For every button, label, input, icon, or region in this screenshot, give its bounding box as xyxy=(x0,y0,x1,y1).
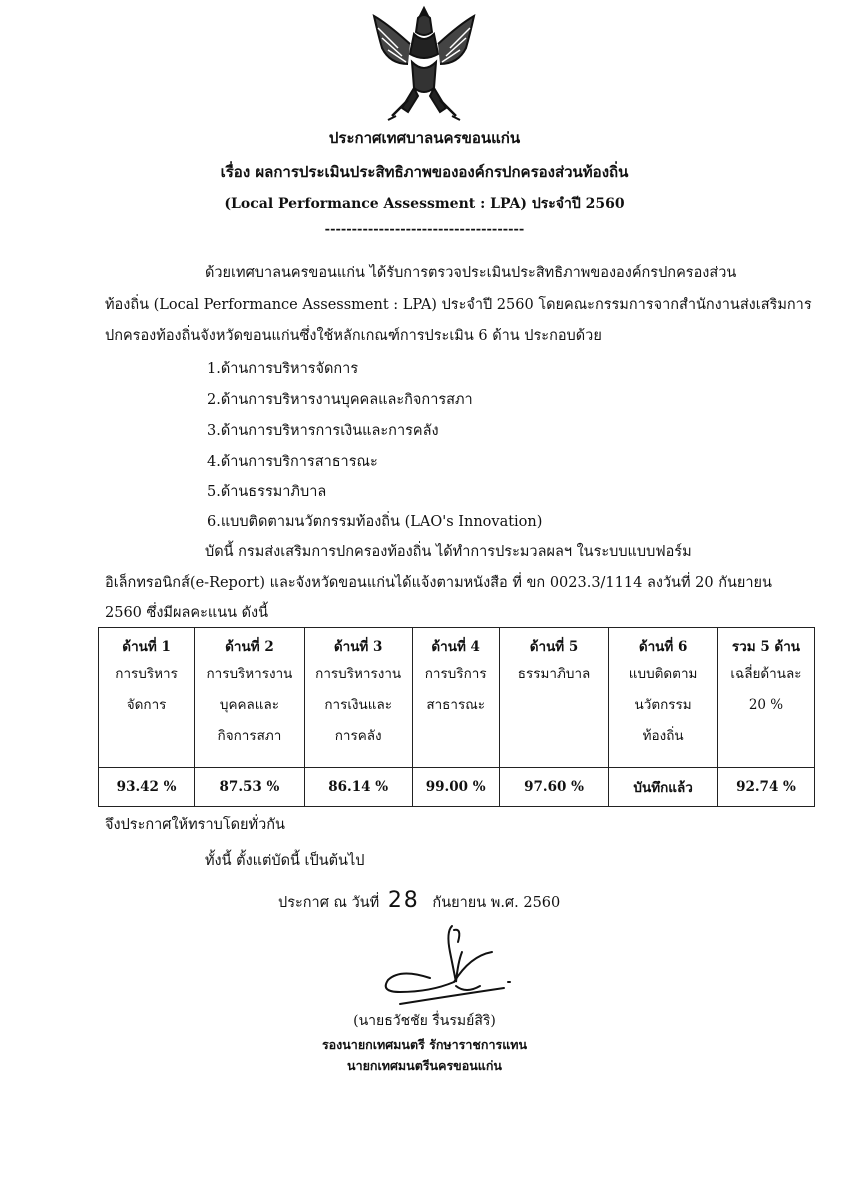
description-line: 20 % xyxy=(748,697,784,713)
signatory-title-1: รองนายกเทศมนตรี รักษาราชการแทน xyxy=(321,1037,528,1052)
criteria-item: 2.ด้านการบริหารงานบุคคลและกิจการสภา xyxy=(207,392,473,408)
description-line: การคลัง xyxy=(334,728,382,744)
announcement-date xyxy=(278,888,561,913)
description-line: บุคคลและ xyxy=(219,697,280,713)
paragraph-2-line-3: 2560 ซึ่งมีผลคะแนน ดังนี้ xyxy=(105,605,269,621)
paragraph-2-line-1: บัดนี้ กรมส่งเสริมการปกครองท้องถิ่น ได้ทำการประมวลผลฯ ในระบบแบบฟอร์ม xyxy=(205,544,692,560)
garuda-emblem xyxy=(368,4,480,122)
announcement-heading: ประกาศเทศบาลนครขอนแก่น xyxy=(328,129,521,147)
description-line: การบริหารงาน xyxy=(206,666,293,682)
description-line: ธรรมาภิบาล xyxy=(517,666,591,682)
signatory-title-2: นายกเทศมนตรีนครขอนแก่น xyxy=(347,1058,502,1073)
description-line: แบบติดตาม xyxy=(628,666,698,682)
description-line: การเงินและ xyxy=(324,697,392,713)
description-line: กิจการสภา xyxy=(217,728,282,744)
column-header: รวม 5 ด้าน xyxy=(717,628,814,660)
description-line: นวัตกรรม xyxy=(634,697,692,713)
score-value: 97.60 % xyxy=(499,768,609,807)
criteria-item: 5.ด้านธรรมาภิบาล xyxy=(207,484,327,500)
description-line: สาธารณะ xyxy=(426,697,485,713)
description-line: เฉลี่ยด้านละ xyxy=(730,666,802,682)
closing-line-1: จึงประกาศให้ทราบโดยทั่วกัน xyxy=(105,817,285,833)
paragraph-1-line-2: ท้องถิ่น (Local Performance Assessment : LPA) ประจำปี 2560 โดยคณะกรรมการจากสำนักงานส่งเสริมการ xyxy=(105,297,812,313)
announcement-subtitle: (Local Performance Assessment : LPA) ประจำปี 2560 xyxy=(224,196,625,212)
column-header: ด้านที่ 2 xyxy=(195,628,305,660)
criteria-item: 4.ด้านการบริการสาธารณะ xyxy=(207,454,378,470)
column-header: ด้านที่ 6 xyxy=(609,628,718,660)
criteria-item: 6.แบบติดตามนวัตกรรมท้องถิ่น (LAO's Innovation) xyxy=(207,514,543,530)
score-table-description-row xyxy=(99,659,815,768)
score-table-value-row xyxy=(99,768,815,807)
signatory-name: (นายธวัชชัย รื่นรมย์สิริ) xyxy=(353,1013,496,1029)
column-description xyxy=(717,659,814,768)
description-line: การบริหาร xyxy=(115,666,178,682)
score-value: 93.42 % xyxy=(99,768,195,807)
separator: ------------------------------------- xyxy=(324,222,525,237)
column-description xyxy=(99,659,195,768)
column-header: ด้านที่ 1 xyxy=(99,628,195,660)
score-value: 86.14 % xyxy=(304,768,412,807)
score-value: 87.53 % xyxy=(195,768,305,807)
column-header: ด้านที่ 5 xyxy=(499,628,609,660)
paragraph-1-line-1: ด้วยเทศบาลนครขอนแก่น ได้รับการตรวจประเมินประสิทธิภาพขององค์กรปกครองส่วน xyxy=(205,265,737,281)
date-prefix: ประกาศ ณ วันที่ xyxy=(278,895,380,911)
description-line: จัดการ xyxy=(126,697,167,713)
score-value: 92.74 % xyxy=(717,768,814,807)
description-line: การบริหารงาน xyxy=(315,666,402,682)
date-day-handwritten: 28 xyxy=(387,888,420,913)
date-suffix: กันยายน พ.ศ. 2560 xyxy=(432,895,561,911)
criteria-item: 1.ด้านการบริหารจัดการ xyxy=(207,361,359,377)
column-description xyxy=(195,659,305,768)
score-table-header-row xyxy=(99,628,815,660)
column-description xyxy=(412,659,499,768)
score-value: บันทึกแล้ว xyxy=(609,768,718,807)
announcement-subject: เรื่อง ผลการประเมินประสิทธิภาพขององค์กรปกครองส่วนท้องถิ่น xyxy=(220,163,629,181)
paragraph-2-line-2: อิเล็กทรอนิกส์(e-Report) และจังหวัดขอนแก่นได้แจ้งตามหนังสือ ที่ ขก 0023.3/1114 ลงวันที่ 20 กันยายน xyxy=(105,575,772,591)
column-description xyxy=(304,659,412,768)
paragraph-1-line-3: ปกครองท้องถิ่นจังหวัดขอนแก่นซึ่งใช้หลักเกณฑ์การประเมิน 6 ด้าน ประกอบด้วย xyxy=(105,328,602,344)
description-line: การบริการ xyxy=(424,666,487,682)
column-header: ด้านที่ 4 xyxy=(412,628,499,660)
column-description xyxy=(499,659,609,768)
column-description xyxy=(609,659,718,768)
criteria-item: 3.ด้านการบริหารการเงินและการคลัง xyxy=(207,423,439,439)
signature-image xyxy=(370,922,530,1012)
score-value: 99.00 % xyxy=(412,768,499,807)
closing-line-2: ทั้งนี้ ตั้งแต่บัดนี้ เป็นต้นไป xyxy=(205,853,365,869)
column-header: ด้านที่ 3 xyxy=(304,628,412,660)
description-line: ท้องถิ่น xyxy=(642,728,684,744)
score-table xyxy=(98,627,815,807)
